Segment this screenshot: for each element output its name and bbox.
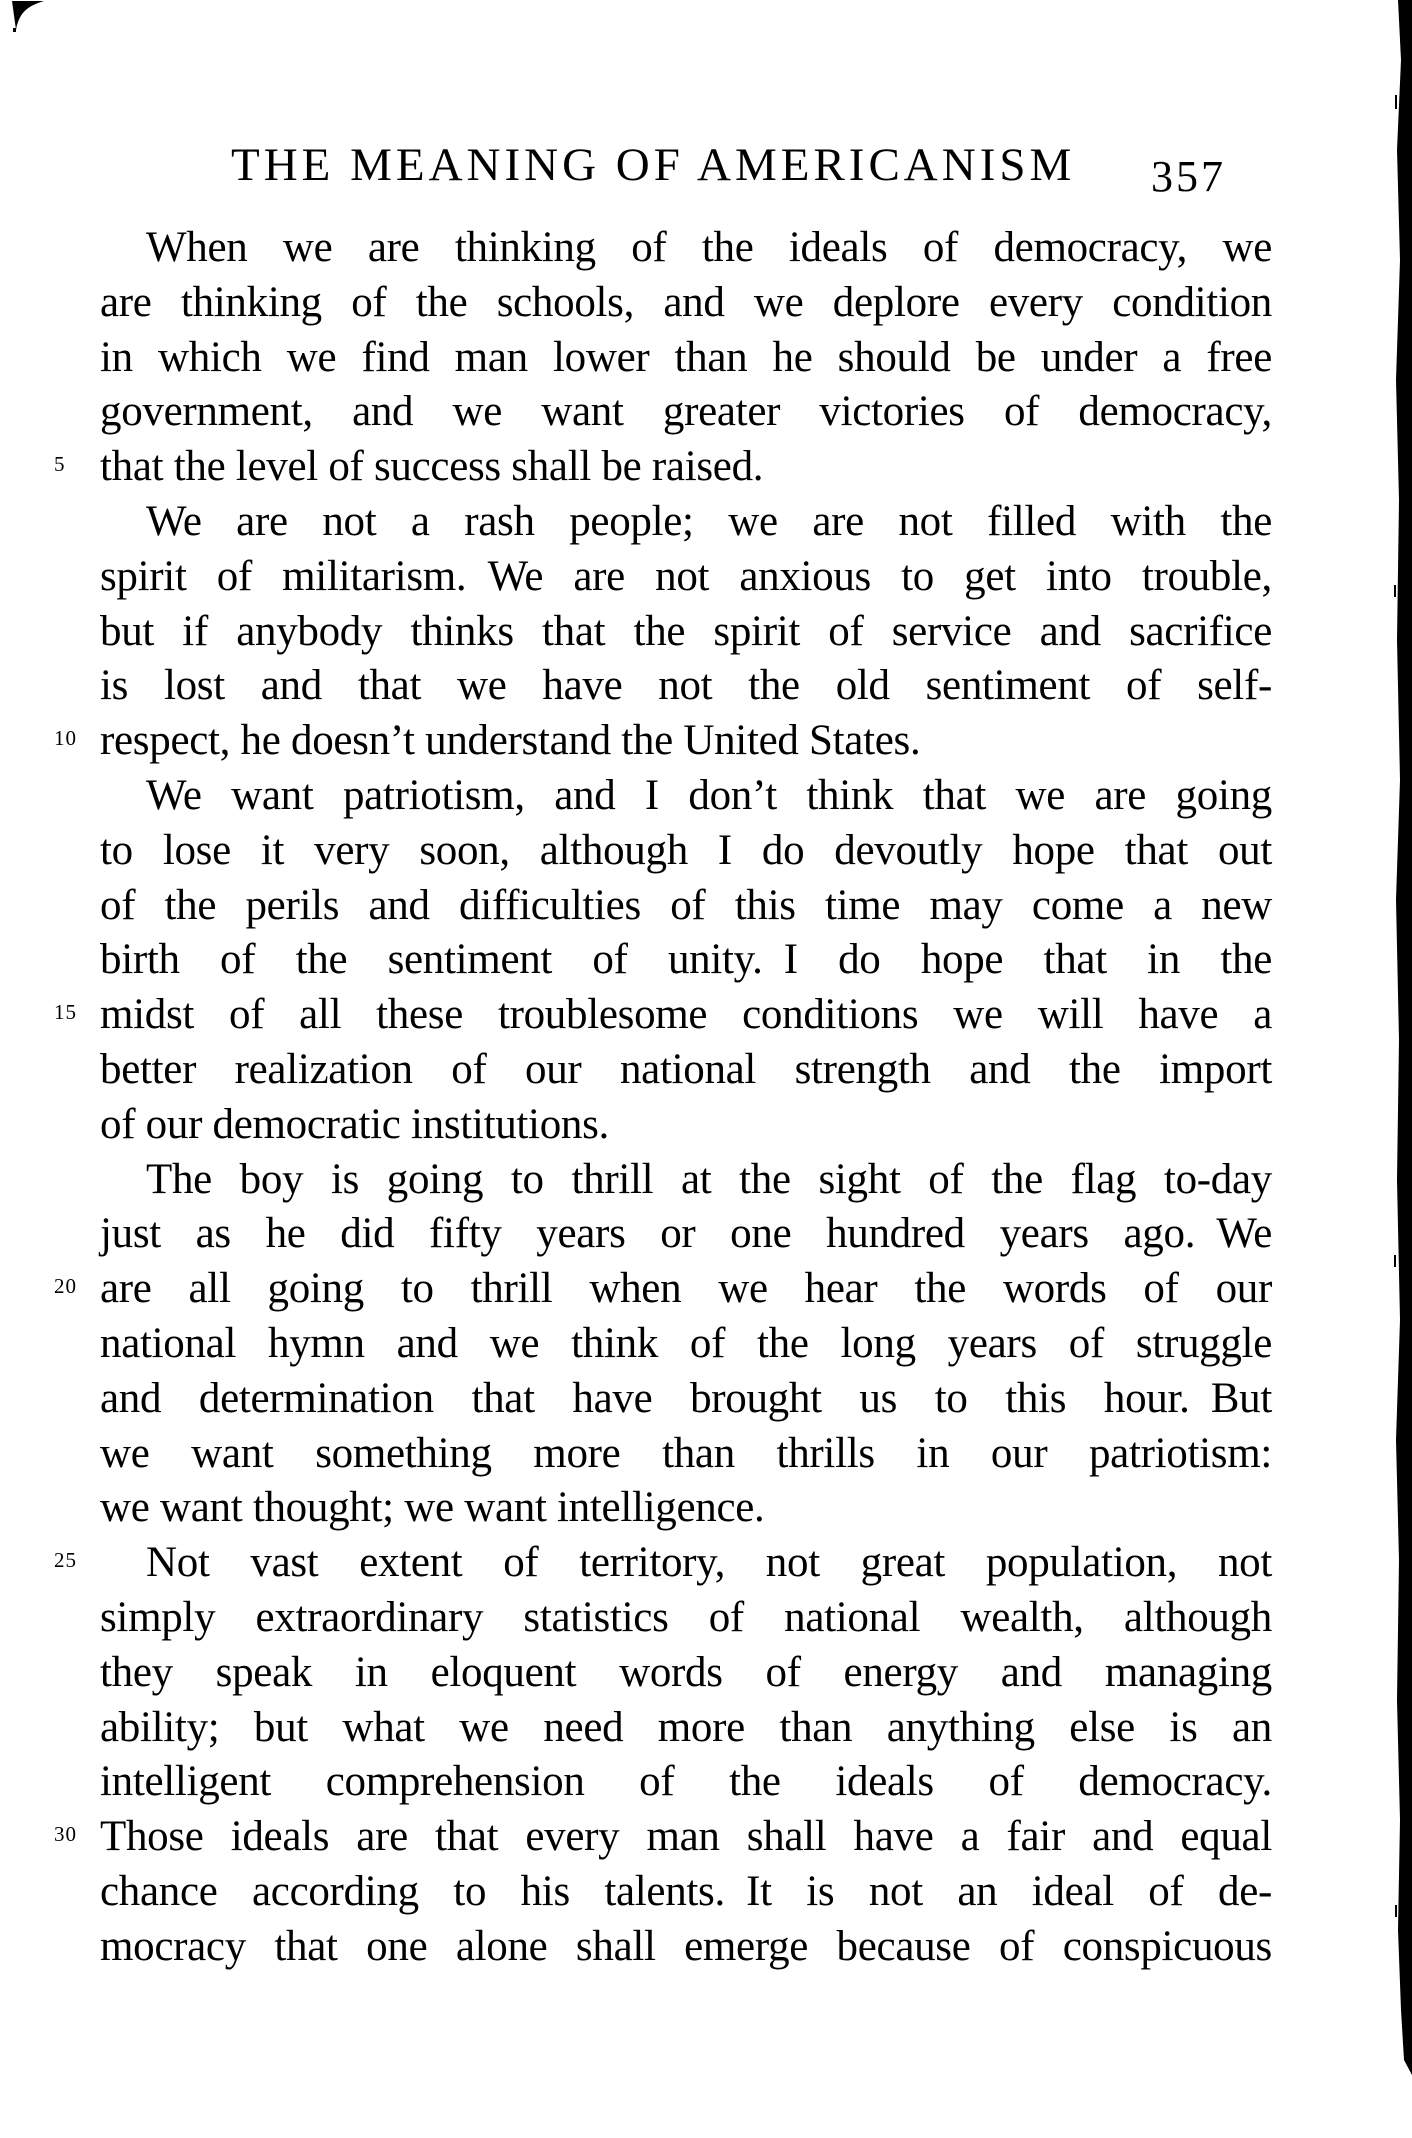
text-line: and determination that have brought us to this hour. But <box>100 1374 1272 1422</box>
text-line: are thinking of the schools, and we deplore every condition <box>100 278 1272 326</box>
text-line: in which we find man lower than he should be under a free <box>100 333 1272 381</box>
line-number: 15 <box>54 1000 77 1025</box>
text-line: 30 Those ideals are that every man shall have a fair and equal <box>54 1813 1272 1861</box>
line-number: 25 <box>54 1548 77 1573</box>
text-line: We want patriotism, and I don’t think that we are going <box>146 771 1272 819</box>
text-line: national hymn and we think of the long years of struggle <box>100 1319 1272 1367</box>
line-number: 10 <box>54 726 77 751</box>
text-line: we want something more than thrills in our patriotism: <box>100 1429 1272 1477</box>
body-text <box>54 221 1272 1975</box>
text-line: to lose it very soon, although I do devoutly hope that out <box>100 826 1272 874</box>
text-line: 25 Not vast extent of territory, not great population, not <box>54 1539 1272 1587</box>
text-line: The boy is going to thrill at the sight of the flag to-day <box>146 1155 1272 1203</box>
scan-corner-artifact <box>0 0 60 44</box>
text-line: spirit of militarism. We are not anxious to get into trouble, <box>100 552 1272 600</box>
text-line: When we are thinking of the ideals of democracy, we <box>146 224 1272 271</box>
text-line: but if anybody thinks that the spirit of service and sacrifice <box>100 607 1272 655</box>
text-line: government, and we want greater victories of democracy, <box>100 388 1272 436</box>
text-line: simply extraordinary statistics of national wealth, although <box>100 1593 1272 1641</box>
line-number: 30 <box>54 1822 77 1847</box>
text-line: We are not a rash people; we are not filled with the <box>146 497 1272 545</box>
text-line: 20 are all going to thrill when we hear the words of our <box>54 1265 1272 1313</box>
page-number: 357 <box>1151 152 1226 201</box>
text-line: they speak in eloquent words of energy and managing <box>100 1648 1272 1696</box>
line-number: 20 <box>54 1274 77 1299</box>
text-line: birth of the sentiment of unity. I do hope that in the <box>100 936 1272 984</box>
scan-edge-artifact <box>1388 0 1412 2138</box>
text-line: better realization of our national strength and the import <box>100 1045 1272 1093</box>
text-line: intelligent comprehension of the ideals of democracy. <box>100 1758 1272 1806</box>
text-line: 15 midst of all these troublesome conditions we will have a <box>54 991 1272 1039</box>
text-line: mocracy that one alone shall emerge because of conspicuous <box>100 1922 1272 1970</box>
text-line: ability; but what we need more than anything else is an <box>100 1703 1272 1751</box>
text-line: chance according to his talents. It is not an ideal of de- <box>100 1867 1272 1915</box>
text-line: 10 respect, he doesn’t understand the United States. <box>54 717 921 765</box>
text-line: 5 that the level of success shall be raised. <box>54 443 764 491</box>
text-line: of the perils and difficulties of this time may come a new <box>100 881 1272 929</box>
page-title: THE MEANING OF AMERICANISM <box>231 139 1076 191</box>
text-line: of our democratic institutions. <box>100 1100 609 1148</box>
text-line: we want thought; we want intelligence. <box>100 1484 765 1532</box>
text-line: just as he did fifty years or one hundred years ago. We <box>100 1210 1272 1258</box>
line-number: 5 <box>54 452 66 477</box>
text-line: is lost and that we have not the old sentiment of self- <box>100 662 1272 710</box>
